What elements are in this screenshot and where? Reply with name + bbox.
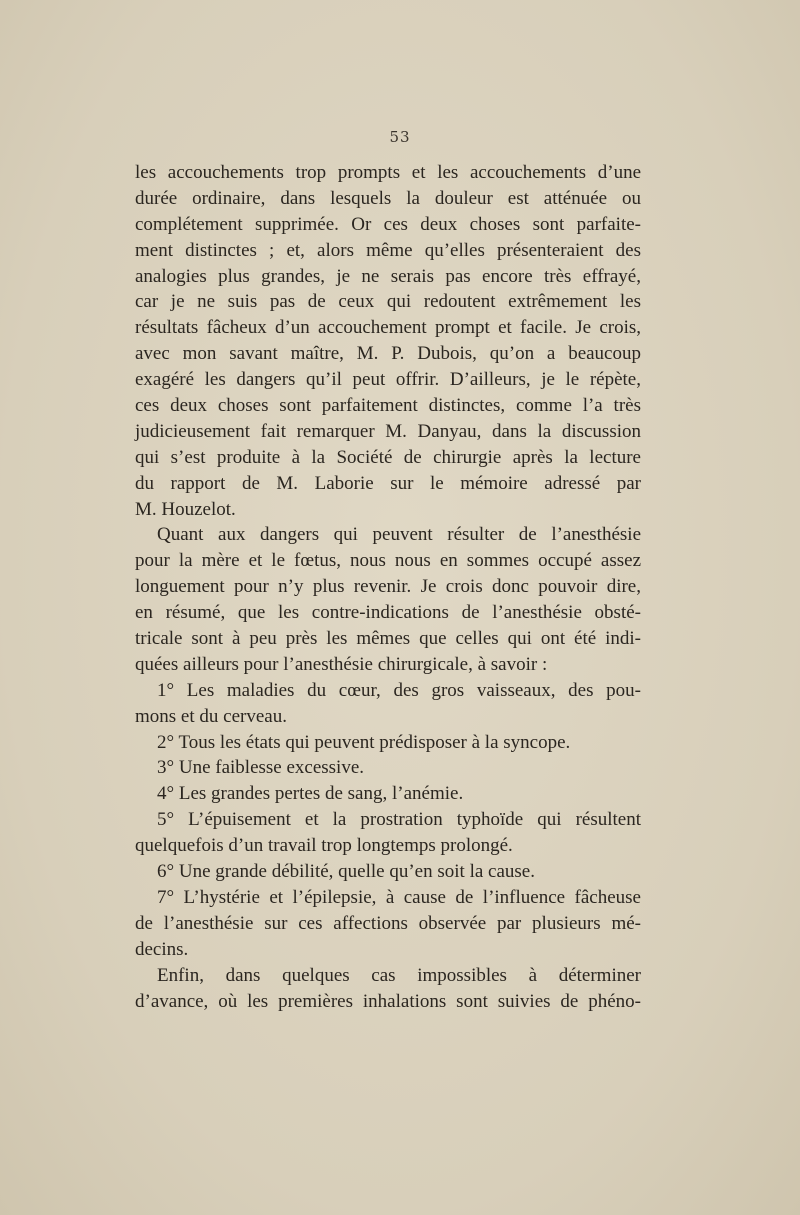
text-line: judicieusement fait remarquer M. Danyau, dans la discussion [135,420,641,442]
list-item-line: 5° L’épuisement et la prostration typhoïde qui résultent [157,809,641,831]
text-line: en résumé, que les contre-indications de l’anesthésie obsté- [135,602,641,624]
text-line: car je ne suis pas de ceux qui redoutent extrêmement les [135,291,641,313]
text-line: pour la mère et le fœtus, nous nous en sommes occupé assez [135,550,641,572]
text-line: exagéré les dangers qu’il peut offrir. D’ailleurs, je le répète, [135,369,641,391]
text-line: quées ailleurs pour l’anesthésie chirurgicale, à savoir : [135,653,548,675]
list-item-line: 4° Les grandes pertes de sang, l’anémie. [157,783,464,805]
text-line: d’avance, où les premières inhalations sont suivies de phéno- [135,990,641,1012]
list-item-line: 3° Une faiblesse excessive. [157,757,365,779]
paragraph-start-line: Quant aux dangers qui peuvent résulter de l’anesthésie [157,524,641,546]
body-text [135,160,641,1014]
text-line: tricale sont à peu près les mêmes que celles qui ont été indi- [135,628,641,650]
list-item-line: 7° L’hystérie et l’épilepsie, à cause de l’influence fâcheuse [157,886,641,908]
list-item-line: 6° Une grande débilité, quelle qu’en soit la cause. [157,861,535,883]
text-line: complétement supprimée. Or ces deux choses sont parfaite- [135,213,641,235]
text-line: longuement pour n’y plus revenir. Je crois donc pouvoir dire, [135,576,641,598]
text-line: mons et du cerveau. [135,705,287,727]
text-line: ment distinctes ; et, alors même qu’elles présenteraient des [135,239,641,261]
page-number: 53 [389,128,411,146]
text-line: ces deux choses sont parfaitement distinctes, comme l’a très [135,395,641,417]
text-line: durée ordinaire, dans lesquels la douleur est atténuée ou [135,187,641,209]
text-line: decins. [135,938,189,960]
text-line: avec mon savant maître, M. P. Dubois, qu’on a beaucoup [135,343,641,365]
list-item-line: 1° Les maladies du cœur, des gros vaisseaux, des pou- [157,679,641,701]
text-line: les accouchements trop prompts et les accouchements d’une [135,162,641,183]
text-line: analogies plus grandes, je ne serais pas encore très effrayé, [135,265,641,287]
text-line: quelquefois d’un travail trop longtemps prolongé. [135,835,513,857]
text-line: qui s’est produite à la Société de chirurgie après la lecture [135,446,641,468]
list-item-line: 2° Tous les états qui peuvent prédisposer à la syncope. [157,731,571,753]
paragraph-start-line: Enfin, dans quelques cas impossibles à déterminer [157,964,641,986]
text-line: du rapport de M. Laborie sur le mémoire adressé par [135,472,641,494]
text-line: M. Houzelot. [135,498,236,520]
text-line: résultats fâcheux d’un accouchement prompt et facile. Je crois, [135,317,641,339]
text-line: de l’anesthésie sur ces affections observée par plusieurs mé- [135,912,641,934]
